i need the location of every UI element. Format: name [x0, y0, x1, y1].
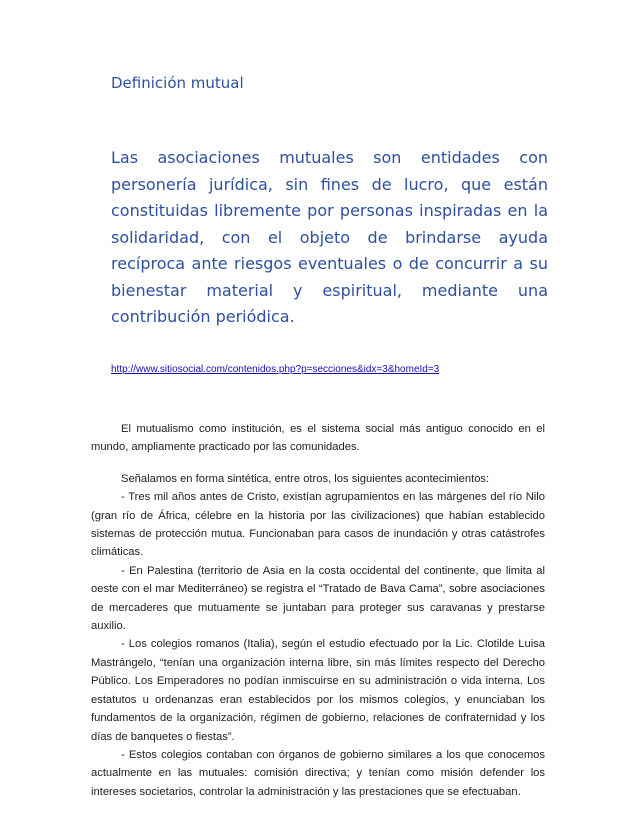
body-text [91, 420, 545, 801]
paragraph-intro: El mutualismo como institución, es el sistema social más antiguo conocido en el mundo, ampliamente practicado por las comunidades. [91, 423, 545, 454]
section-heading: Definición mutual [111, 74, 244, 92]
paragraph-roman-colleges: - Los colegios romanos (Italia), según el estudio efectuado por la Lic. Clotilde Luisa Mastrángelo, “tenían una organización interna libre, sin más límites respecto del Derecho Público. Los Emperadores no podían inmiscuirse en su administración o vida interna. Los estatutos u ordenanzas eran establecidos por los mismos colegios, y enunciaban los fundamentos de la organización, régimen de gobierno, relaciones de confraternidad y los días de banquetes o fiestas”. [91, 638, 545, 743]
paragraph-events-intro: Señalamos en forma sintética, entre otros, los siguientes acontecimientos: [121, 472, 490, 485]
paragraph-governance: - Estos colegios contaban con órganos de gobierno similares a los que conocemos actualmente en las mutuales: comisión directiva; y tenían como misión defender los intereses societarios, controlar la administración y las prestaciones que se efectuaban. [91, 748, 545, 798]
paragraph-palestine: - En Palestina (territorio de Asia en la costa occidental del continente, que limita al oeste con el mar Mediterráneo) se registra el “Tratado de Bava Cama”, sobre asociaciones de mercaderes que mutuamente se juntaban para proteger sus caravanas y prestarse auxilio. [91, 564, 545, 633]
definition-paragraph: Las asociaciones mutuales son entidades con personería jurídica, sin fines de lucro, que están constituidas libremente por personas inspiradas en la solidaridad, con el objeto de brindarse ayuda recíproca ante riesgos eventuales o de concurrir a su bienestar material y espiritual, mediante una contribución periódica. [111, 148, 548, 326]
paragraph-nile: - Tres mil años antes de Cristo, existían agrupamientos en las márgenes del río Nilo (gran río de África, célebre en la historia por las civilizaciones) que habían establecido sistemas de protección mutua. Funcionaban para casos de inundación y otras catástrofes climáticas. [91, 491, 545, 559]
source-link[interactable]: http://www.sitiosocial.com/contenidos.php?p=secciones&idx=3&homeId=3 [111, 364, 440, 375]
